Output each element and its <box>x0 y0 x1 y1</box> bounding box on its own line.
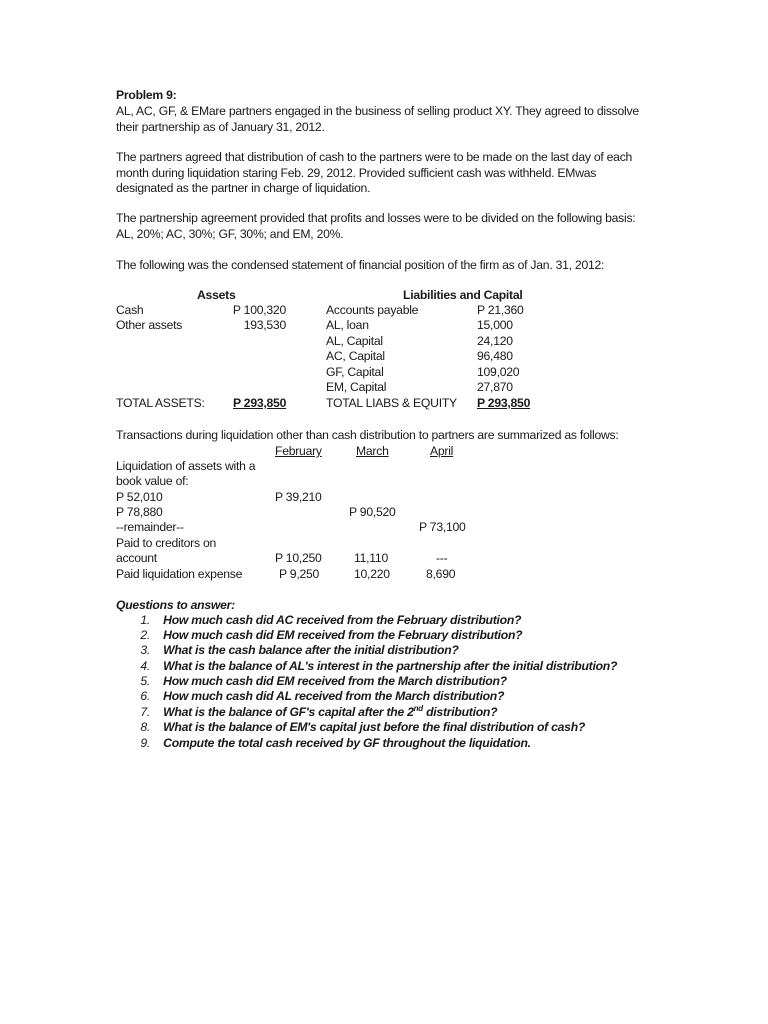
question-item <box>136 689 504 704</box>
question-number: 1. <box>140 613 150 627</box>
row-value-feb: P 39,210 <box>275 490 322 504</box>
ordinal-suffix: nd <box>413 703 423 713</box>
question-number: 6. <box>140 689 150 703</box>
question-item <box>136 613 521 628</box>
liability-value: 109,020 <box>477 365 520 379</box>
total-assets-label: TOTAL ASSETS: <box>116 396 205 410</box>
total-assets-value: P 293,850 <box>233 396 287 410</box>
month-header-april: April <box>430 444 454 458</box>
paragraph-2-line-3: designated as the partner in charge of liquidation. <box>116 181 371 195</box>
transactions-intro: Transactions during liquidation other than cash distribution to partners are summarized as follows: <box>116 428 619 442</box>
expense-mar: 10,220 <box>354 567 390 581</box>
liability-label: EM, Capital <box>326 380 387 394</box>
question-text: What is the balance of AL's interest in the partnership after the initial distribution? <box>163 659 618 673</box>
total-liabilities-value: P 293,850 <box>477 396 531 410</box>
asset-value: P 100,320 <box>232 303 286 317</box>
asset-value: 193,530 <box>243 318 286 332</box>
questions-header: Questions to answer: <box>116 598 235 612</box>
question-item <box>136 659 617 674</box>
paid-creditors-label-line-2: account <box>116 551 157 565</box>
paragraph-1-line-1: AL, AC, GF, & EMare partners engaged in the business of selling product XY. They agreed to dissolve <box>116 104 639 118</box>
paid-creditors-feb: P 10,250 <box>275 551 322 565</box>
liability-label: Accounts payable <box>326 303 419 317</box>
paragraph-2-line-1: The partners agreed that distribution of cash to the partners were to be made on the last day of each <box>116 150 633 164</box>
question-number: 2. <box>140 628 150 642</box>
question-text: What is the balance of EM's capital just before the final distribution of cash? <box>163 720 586 734</box>
paragraph-4: The following was the condensed statement of financial position of the firm as of Jan. 31, 2012: <box>116 258 605 272</box>
question-number: 8. <box>140 720 150 734</box>
row-value-mar: P 90,520 <box>349 505 396 519</box>
paid-creditors-apr: --- <box>436 551 448 565</box>
expense-label: Paid liquidation expense <box>116 567 243 581</box>
liability-value: 96,480 <box>477 349 513 363</box>
liability-label: AC, Capital <box>326 349 385 363</box>
liability-value: 15,000 <box>477 318 513 332</box>
month-header-march: March <box>356 444 389 458</box>
question-item <box>136 643 459 658</box>
paragraph-2-line-2: month during liquidation staring Feb. 29, 2012. Provided sufficient cash was withheld. EMwas <box>116 166 597 180</box>
row-label: P 52,010 <box>116 490 163 504</box>
paragraph-1-line-2: their partnership as of January 31, 2012. <box>116 120 325 134</box>
liquidation-label-line-1: Liquidation of assets with a <box>116 459 256 473</box>
question-number: 3. <box>140 643 150 657</box>
liability-value: P 21,360 <box>477 303 524 317</box>
expense-apr: 8,690 <box>426 567 456 581</box>
question-item <box>136 628 522 643</box>
paragraph-3-line-1: The partnership agreement provided that profits and losses were to be divided on the following basis: <box>116 211 636 225</box>
row-label: --remainder-- <box>116 520 184 534</box>
liquidation-label-line-2: book value of: <box>116 474 189 488</box>
question-item <box>136 720 585 735</box>
liability-value: 27,870 <box>477 380 513 394</box>
liability-label: AL, loan <box>326 318 369 332</box>
row-value-apr: P 73,100 <box>419 520 466 534</box>
assets-header: Assets <box>197 288 236 302</box>
liabilities-header: Liabilities and Capital <box>403 288 523 302</box>
question-text-end: distribution? <box>422 705 498 719</box>
question-item <box>136 705 497 720</box>
liability-label: AL, Capital <box>326 334 383 348</box>
question-number: 4. <box>140 659 150 673</box>
question-item <box>136 736 531 751</box>
question-number: 9. <box>140 736 150 750</box>
asset-label: Cash <box>116 303 144 317</box>
liability-label: GF, Capital <box>326 365 384 379</box>
month-header-february: February <box>275 444 322 458</box>
question-text: Compute the total cash received by GF throughout the liquidation. <box>163 736 531 750</box>
paid-creditors-label-line-1: Paid to creditors on <box>116 536 217 550</box>
question-text: How much cash did AL received from the March distribution? <box>163 689 505 703</box>
paid-creditors-mar: 11,110 <box>354 551 388 565</box>
question-number: 5. <box>140 674 150 688</box>
question-text: How much cash did EM received from the March distribution? <box>163 674 507 688</box>
question-number: 7. <box>140 705 150 719</box>
question-text: What is the cash balance after the initial distribution? <box>163 643 459 657</box>
question-text: How much cash did EM received from the February distribution? <box>163 628 523 642</box>
question-text: How much cash did AC received from the February distribution? <box>163 613 522 627</box>
expense-feb: P 9,250 <box>279 567 320 581</box>
liability-value: 24,120 <box>477 334 513 348</box>
problem-title: Problem 9: <box>116 88 177 102</box>
paragraph-3-line-2: AL, 20%; AC, 30%; GF, 30%; and EM, 20%. <box>116 227 344 241</box>
asset-label: Other assets <box>116 318 183 332</box>
question-item <box>136 674 507 689</box>
row-label: P 78,880 <box>116 505 163 519</box>
question-text: What is the balance of GF's capital after the 2 <box>163 705 414 719</box>
total-liabilities-label: TOTAL LIABS & EQUITY <box>326 396 457 410</box>
